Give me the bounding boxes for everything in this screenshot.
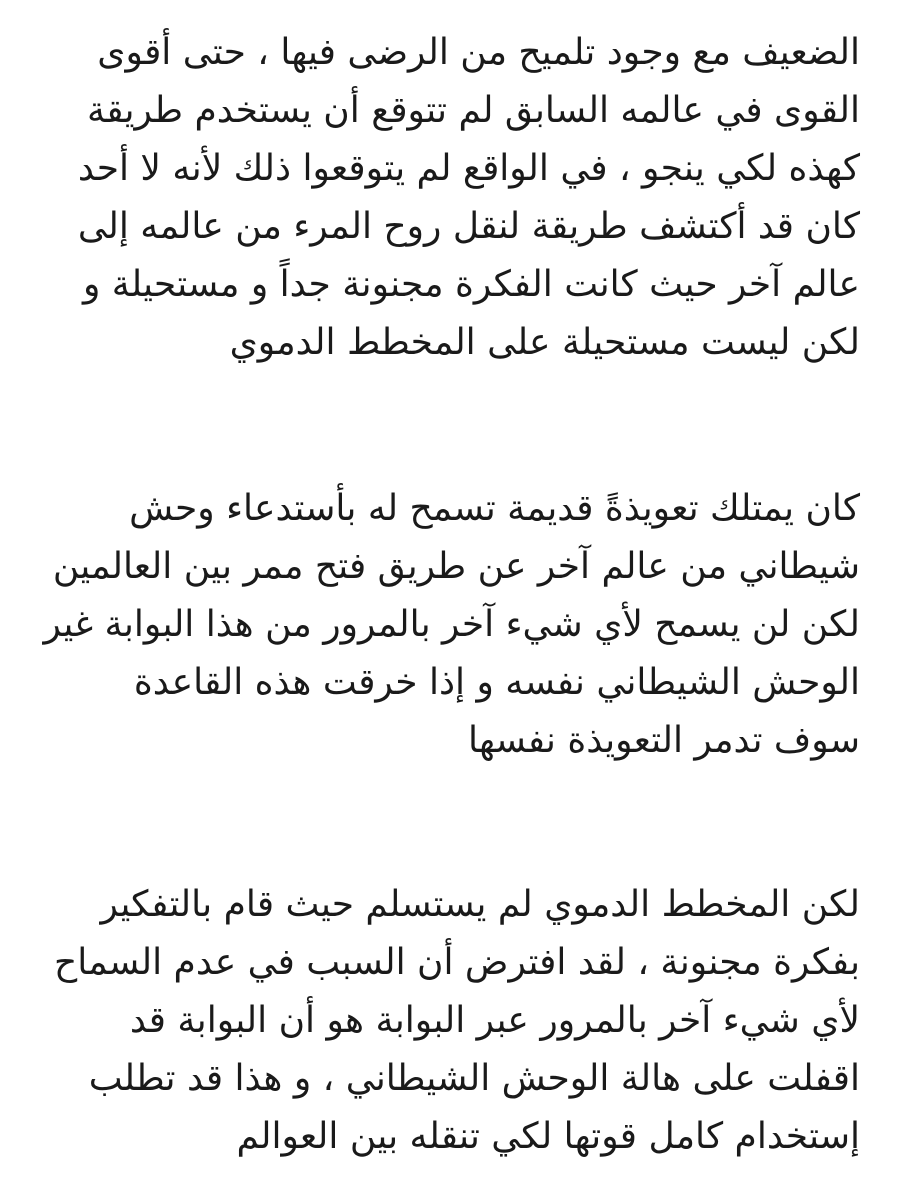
text-line: إستخدام كامل قوتها لكي تنقله بين العوالم [236,1116,860,1157]
text-line: لكن المخطط الدموي لم يستسلم حيث قام بالتفكير [100,884,860,925]
text-line: اقفلت على هالة الوحش الشيطاني ، و هذا قد تطلب [88,1058,860,1099]
text-line: لكن لن يسمح لأي شيء آخر بالمرور من هذا البوابة غير [43,604,860,645]
text-line: القوى في عالمه السابق لم تتوقع أن يستخدم طريقة [86,90,860,131]
text-line: كهذه لكي ينجو ، في الواقع لم يتوقعوا ذلك لأنه لا أحد [77,148,860,189]
text-line: سوف تدمر التعويذة نفسها [468,720,860,761]
text-line: لأي شيء آخر بالمرور عبر البوابة هو أن البوابة قد [129,1000,860,1041]
paragraph-2 [40,480,860,770]
text-line: عالم آخر حيث كانت الفكرة مجنونة جداً و مستحيلة و [82,264,860,305]
paragraph-1 [40,24,860,372]
text-line: كان قد أكتشف طريقة لنقل روح المرء من عالمه إلى [77,206,860,247]
text-line: بفكرة مجنونة ، لقد افترض أن السبب في عدم السماح [53,942,860,983]
text-line: كان يمتلك تعويذةً قديمة تسمح له بأستدعاء وحش [129,488,860,529]
text-line: لكن ليست مستحيلة على المخطط الدموي [229,322,860,363]
text-line: الضعيف مع وجود تلميح من الرضى فيها ، حتى أقوى [97,32,860,73]
paragraph-3 [40,876,860,1166]
text-line: شيطاني من عالم آخر عن طريق فتح ممر بين العالمين [52,546,860,587]
text-line: الوحش الشيطاني نفسه و إذا خرقت هذه القاعدة [133,662,860,703]
